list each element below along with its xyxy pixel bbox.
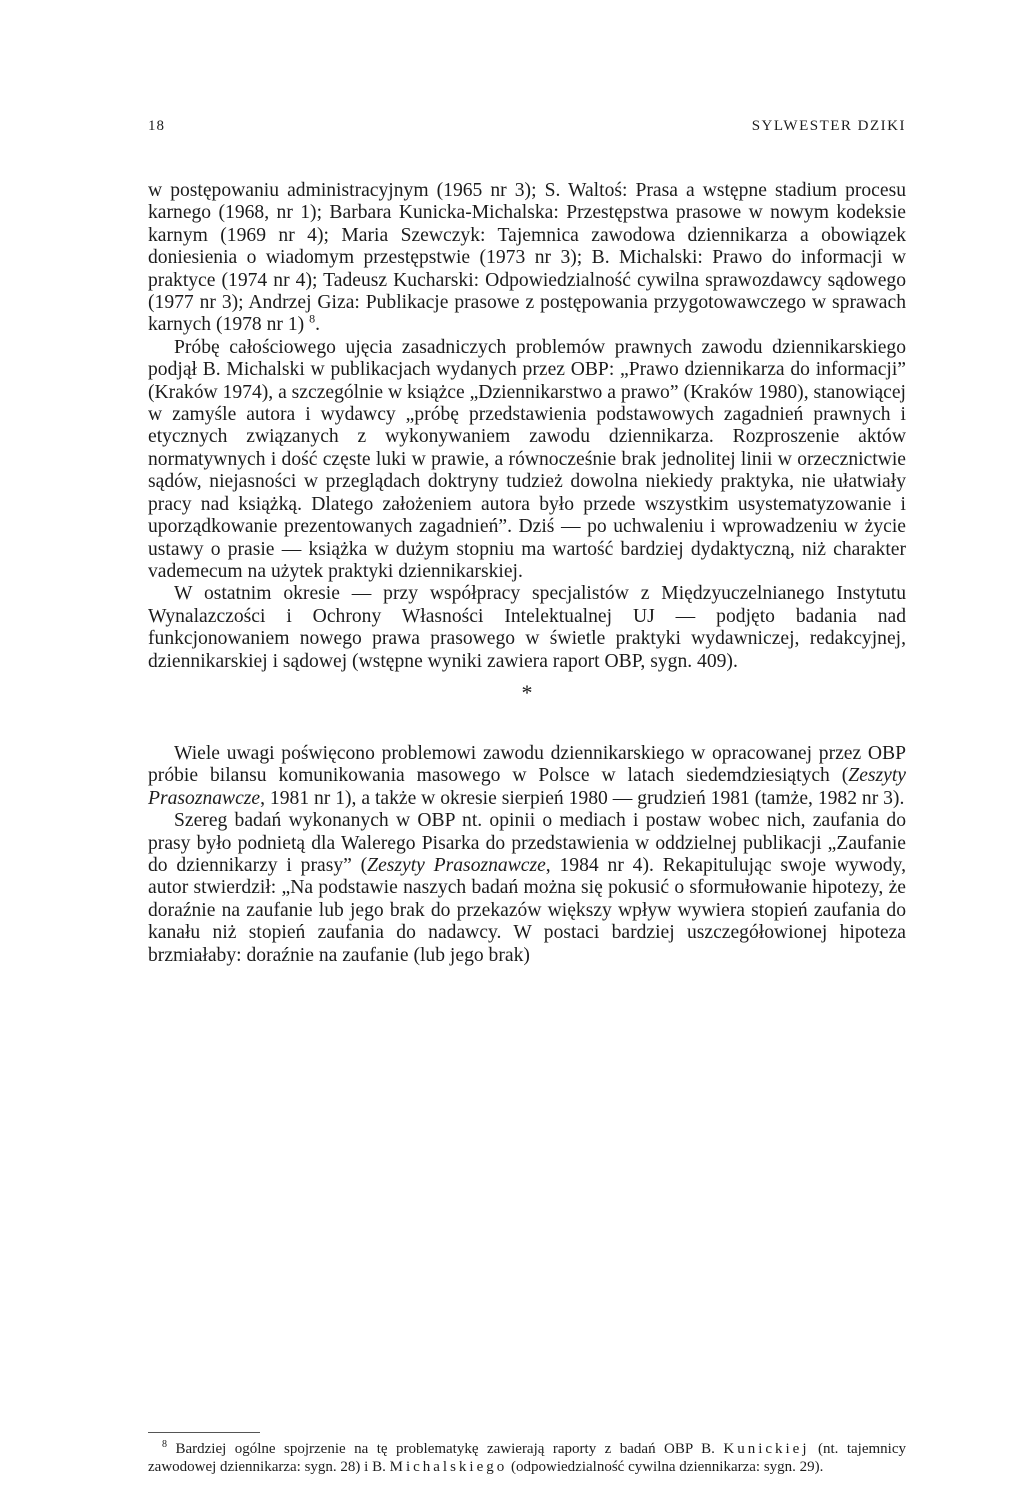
running-head: SYLWESTER DZIKI xyxy=(751,118,906,134)
footnote-8 xyxy=(148,1440,906,1476)
footnote-text-c: (odpowiedzialność cywilna dziennikarza: sygn. 29). xyxy=(511,1459,824,1475)
journal-title: Zeszyty Prasoznawcze xyxy=(148,765,906,809)
journal-title: Zeszyty Prasoznawcze xyxy=(367,854,546,876)
paragraph-michalski: Próbę całościowego ujęcia zasadniczych problemów prawnych zawodu dziennikarskiego podjął B. Michalski w publikacjach wydanych przez OBP: „Prawo dziennikarza do informacji” (Kraków 1974), a szczególnie w książce „Dziennikarstwo a prawo” (Kraków 1980), stanowiącej w zamyśle autora i wydawcy „próbę przedstawienia podstawowych zagadnień prawnych i etycznych związanych z wykonywaniem zawodu dziennikarza. Rozproszenie aktów normatywnych i dość częste luki w prawie, a równocześnie brak jednolitej linii w orzecznictwie sądów, niejasności w przeglądach doktryny tudzież dowolna niekiedy praktyka, nie ułatwiały pracy nad książką. Dlatego założeniem autora było przede wszystkim usystematyzowanie i uporządkowanie prezentowanych zagadnień”. Dziś — po uchwaleniu i wprowadzeniu w życie ustawy o prasie — książka w dużym stopniu ma wartość bardziej dydaktyczną, niż charakter vademecum na użytek praktyki dziennikarskiej. xyxy=(148,336,906,582)
page-number: 18 xyxy=(148,118,165,134)
footnote-name-michalski: Michalskiego xyxy=(389,1459,508,1475)
section-separator: * xyxy=(521,679,533,705)
footnote-name-kunicka: Kunickiej xyxy=(723,1441,810,1457)
paragraph-4-text-b: , 1981 nr 1), a także w okresie sierpień 1980 — grudzień 1981 (tamże, 1982 nr 3). xyxy=(260,787,905,809)
footnote-text-a: Bardziej ogólne spojrzenie na tę problematykę zawierają raporty z badań OBP B. xyxy=(175,1441,715,1457)
footnotes xyxy=(148,1440,906,1476)
footnote-reference: 8 xyxy=(309,311,316,326)
paragraph-4-text-a: Wiele uwagi poświęcono problemowi zawodu dziennikarskiego w opracowanej przez OBP próbie bilansu komunikowania masowego w Polsce w latach siedemdziesiątych xyxy=(148,742,906,787)
paragraph-5-text-a: Szereg badań wykonanych w OBP nt. opinii o mediach i postaw wobec nich, zaufania do prasy było podnietą dla Walerego Pisarka do przedstawienia w oddzielnej publikacji „Zaufanie do dziennikarzy i prasy” xyxy=(148,810,906,876)
main-text xyxy=(148,180,906,967)
footnote-text-b: (nt. tajemnicy zawodowej dziennikarza: sygn. 28) i B. xyxy=(148,1441,907,1475)
paragraph-5-text-b: , 1984 nr 4). Rekapitulując swoje wywody, autor stwierdził: „Na podstawie naszych badań można się pokusić o sformułowanie hipotezy, że doraźnie na zaufanie lub jego brak do przekazów większy wpływ wywiera stopień zaufania do kanału niż stopień zaufania do nadawcy. W postaci bardziej uszczegółowionej hipoteza brzmiałaby: doraźnie na zaufanie (lub jego brak) xyxy=(148,854,906,966)
footnote-divider xyxy=(148,1432,260,1433)
paragraph-obp-balance: Wiele uwagi poświęcono problemowi zawodu dziennikarskiego w opracowanej przez OBP próbie bilansu komunikowania masowego w Polsce w latach siedemdziesiątych (Zeszyty Prasoznawcze, 1981 nr 1), a także w okresie sierpień 1980 — grudzień 1981 (tamże, 1982 nr 3). xyxy=(148,742,906,809)
footnote-marker: 8 xyxy=(162,1439,167,1450)
paragraph-recent-research: W ostatnim okresie — przy współpracy specjalistów z Międzyuczelnianego Instytutu Wynalazczości i Ochrony Własności Intelektualnej UJ — podjęto badania nad funkcjonowaniem nowego prawa prasowego w świetle praktyki wydawniczej, redakcyjnej, dziennikarskiej i sądowej (wstępne wyniki zawiera raport OBP, sygn. 409). xyxy=(148,583,906,672)
page-header xyxy=(148,118,906,144)
paragraph-continued: w postępowaniu administracyjnym (1965 nr 3); S. Waltoś: Prasa a wstępne stadium procesu karnego (1968, nr 1); Barbara Kunicka-Michalska: Przestępstwa prasowe w nowym kodeksie karnym (1969 nr 4); Maria Szewczyk: Tajemnica zawodowa dziennikarza a obowiązek doniesienia o wiadomym przestępstwie (1973 nr 3); B. Michalski: Prawo do informacji w praktyce (1974 nr 4); Tadeusz Kucharski: Odpowiedzialność cywilna sprawozdawcy sądowego (1977 nr 3); Andrzej Giza: Publikacje prasowe z postępowania przygotowawczego w sprawach karnych (1978 nr 1) $^8$. xyxy=(148,180,906,336)
paragraph-1-text: w postępowaniu administracyjnym (1965 nr 3); S. Waltoś: Prasa a wstępne stadium procesu karnego (1968, nr 1); Barbara Kunicka-Michalska: Przestępstwa prasowe w nowym kodeksie karnym (1969 nr 4); Maria Szewczyk: Tajemnica zawodowa dziennikarza a obowiązek doniesienia o wiadomym przestępstwie (1973 nr 3); B. Michalski: Prawo do informacji w praktyce (1974 nr 4); Tadeusz Kucharski: Odpowiedzialność cywilna sprawozdawcy sądowego (1977 nr 3); Andrzej Giza: Publikacje prasowe z postępowania przygotowawczego w sprawach karnych (1978 nr 1) xyxy=(148,180,906,336)
paragraph-pisarek: Szereg badań wykonanych w OBP nt. opinii o mediach i postaw wobec nich, zaufania do prasy było podnietą dla Walerego Pisarka do przedstawienia w oddzielnej publikacji „Zaufanie do dziennikarzy i prasy” (Zeszyty Prasoznawcze, 1984 nr 4). Rekapitulując swoje wywody, autor stwierdził: „Na podstawie naszych badań można się pokusić o sformułowanie hipotezy, że doraźnie na zaufanie lub jego brak do przekazów większy wpływ wywiera stopień zaufania do kanału niż stopień zaufania do nadawcy. W postaci bardziej uszczegółowionej hipoteza brzmiałaby: doraźnie na zaufanie (lub jego brak) xyxy=(148,810,906,966)
